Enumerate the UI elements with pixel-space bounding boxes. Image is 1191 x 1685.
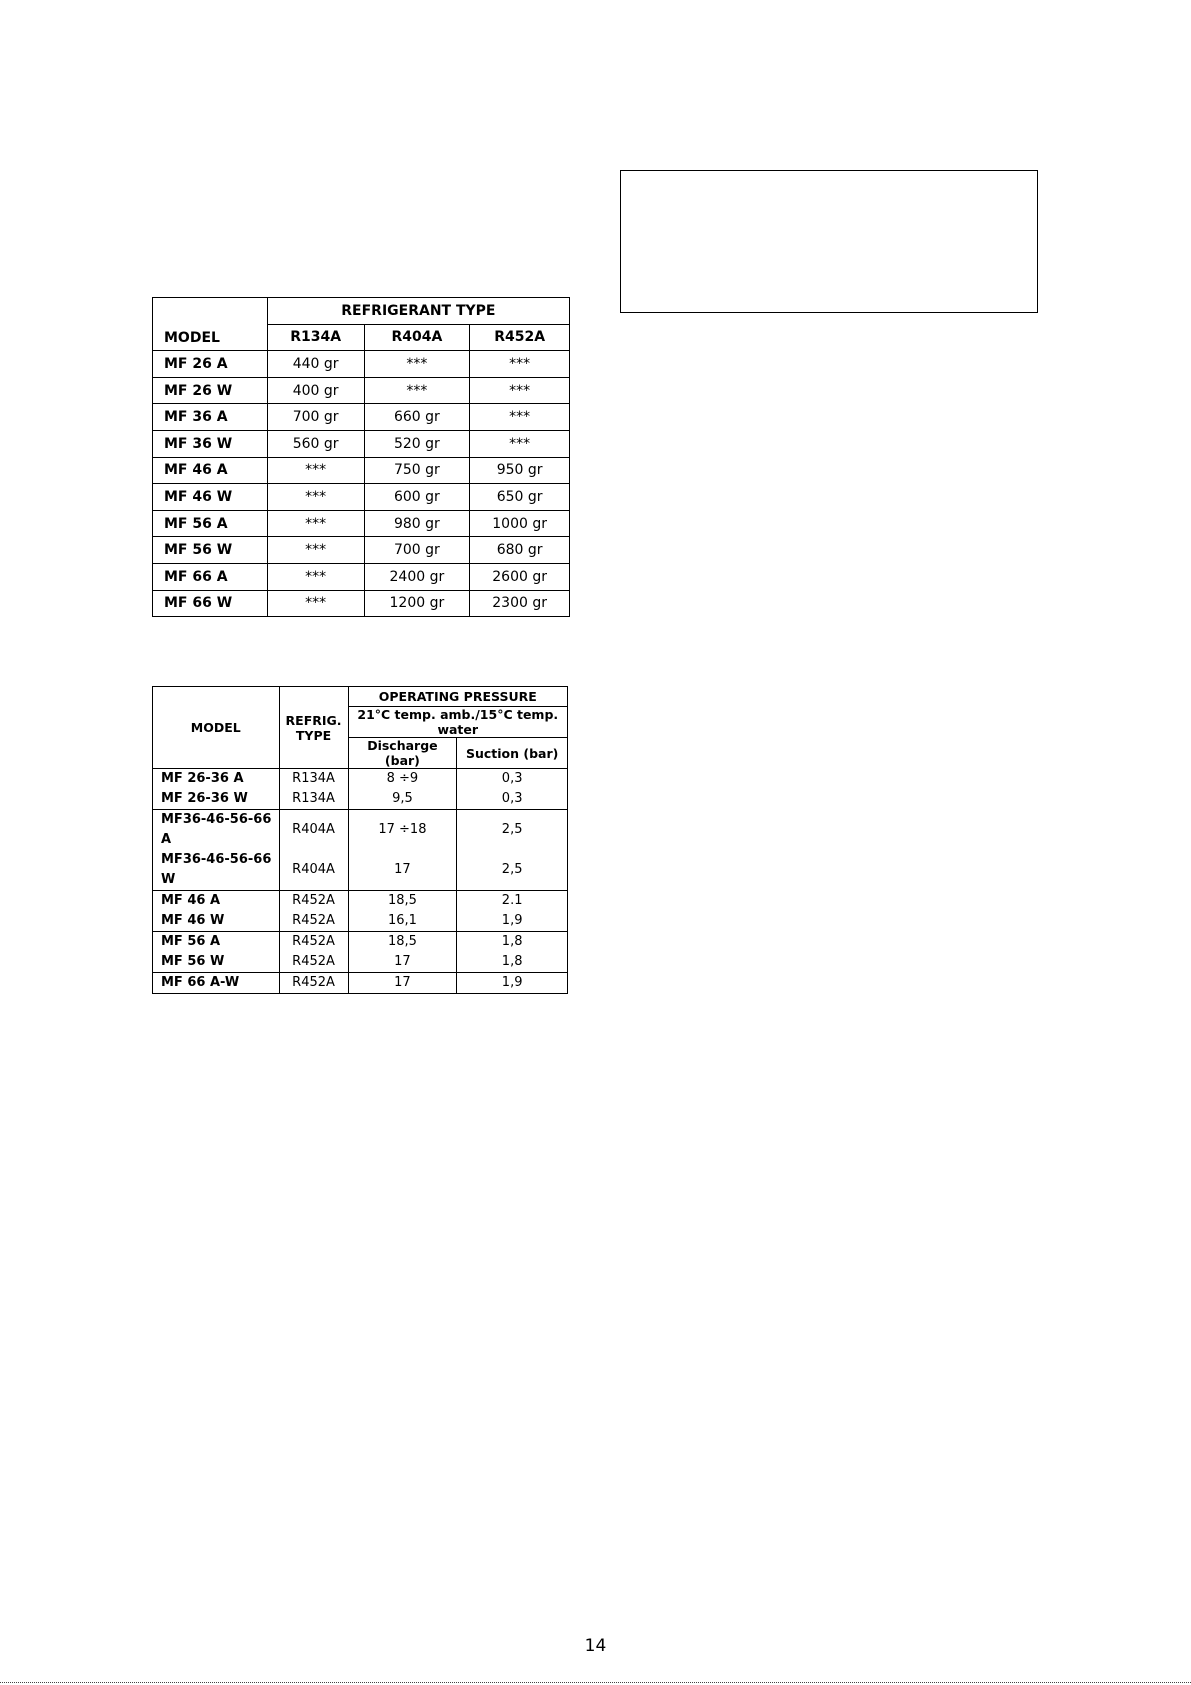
table-row [153,510,570,537]
suction-cell: 1,8 [457,932,568,953]
discharge-header: Discharge (bar) [348,738,457,769]
suction-cell: 0,3 [457,769,568,790]
charge-cell: *** [470,404,570,431]
refrig-cell: R452A [279,911,348,932]
charge-cell: 440 gr [267,351,364,378]
charge-cell: *** [267,457,364,484]
charge-cell: *** [267,590,364,617]
refrig-cell: R404A [279,810,348,851]
model-cell: MF 56 W [153,537,268,564]
table-row [153,973,568,994]
table-row [153,769,568,790]
charge-cell: 520 gr [364,430,470,457]
charge-cell: 2400 gr [364,563,470,590]
table-row [153,590,570,617]
table-row [153,377,570,404]
charge-cell: 600 gr [364,484,470,511]
model-cell: MF 26 W [153,377,268,404]
suction-cell: 1,9 [457,973,568,994]
table-row [153,789,568,810]
table-row [153,563,570,590]
table-row [153,404,570,431]
table-row [153,932,568,953]
charge-cell: 700 gr [267,404,364,431]
model-cell: MF 56 A [153,932,280,953]
charge-cell: 560 gr [267,430,364,457]
discharge-cell: 8 ÷9 [348,769,457,790]
discharge-cell: 16,1 [348,911,457,932]
model-cell: MF 46 W [153,911,280,932]
refrig-cell: R452A [279,952,348,973]
empty-note-box [620,170,1038,313]
model-cell: MF 46 A [153,457,268,484]
charge-cell: *** [470,351,570,378]
refrigerant-charge-table [152,297,570,617]
discharge-cell: 17 ÷18 [348,810,457,851]
operating-pressure-table [152,686,568,994]
charge-cell: *** [267,563,364,590]
table-row [153,457,570,484]
charge-cell: 980 gr [364,510,470,537]
model-cell: MF 36 A [153,404,268,431]
refrig-cell: R452A [279,973,348,994]
suction-cell: 2,5 [457,810,568,851]
refrigerant-type-header: REFRIGERANT TYPE [267,298,569,325]
charge-cell: 750 gr [364,457,470,484]
operating-pressure-header: OPERATING PRESSURE [348,687,567,707]
charge-cell: 1000 gr [470,510,570,537]
column-header-r134a: R134A [267,324,364,351]
page-bottom-line [0,1682,1191,1683]
model-cell: MF 56 W [153,952,280,973]
charge-cell: 650 gr [470,484,570,511]
suction-cell: 1,8 [457,952,568,973]
table-row [153,484,570,511]
table-row [153,810,568,851]
suction-header: Suction (bar) [457,738,568,769]
refrig-type-header: REFRIG. TYPE [279,687,348,769]
refrig-cell: R404A [279,850,348,891]
table-row [153,850,568,891]
charge-cell: 2600 gr [470,563,570,590]
refrig-cell: R134A [279,769,348,790]
condition-header: 21°C temp. amb./15°C temp. water [348,707,567,738]
model-cell: MF 26-36 A [153,769,280,790]
charge-cell: *** [267,510,364,537]
charge-cell: *** [267,537,364,564]
charge-cell: 1200 gr [364,590,470,617]
charge-cell: 680 gr [470,537,570,564]
refrig-cell: R452A [279,932,348,953]
model-header: MODEL [153,687,280,769]
model-cell: MF 26-36 W [153,789,280,810]
discharge-cell: 17 [348,952,457,973]
model-cell: MF 26 A [153,351,268,378]
model-cell: MF 66 A-W [153,973,280,994]
model-cell: MF 46 W [153,484,268,511]
discharge-cell: 9,5 [348,789,457,810]
charge-cell: *** [364,377,470,404]
discharge-cell: 17 [348,973,457,994]
charge-cell: 400 gr [267,377,364,404]
refrig-cell: R452A [279,891,348,912]
discharge-cell: 18,5 [348,891,457,912]
refrig-cell: R134A [279,789,348,810]
charge-cell: 2300 gr [470,590,570,617]
model-cell: MF 66 A [153,563,268,590]
table-row [153,891,568,912]
table-row [153,351,570,378]
model-cell: MF 36 W [153,430,268,457]
model-cell: MF36-46-56-66 A [153,810,280,851]
table-row [153,911,568,932]
charge-cell: 950 gr [470,457,570,484]
charge-cell: *** [267,484,364,511]
charge-cell: *** [470,430,570,457]
table-row [153,952,568,973]
table-row [153,537,570,564]
model-header: MODEL [153,298,268,351]
suction-cell: 2,5 [457,850,568,891]
page-number: 14 [584,1636,607,1656]
charge-cell: 660 gr [364,404,470,431]
charge-cell: 700 gr [364,537,470,564]
suction-cell: 0,3 [457,789,568,810]
column-header-r452a: R452A [470,324,570,351]
charge-cell: *** [364,351,470,378]
table-row [153,430,570,457]
discharge-cell: 17 [348,850,457,891]
model-cell: MF36-46-56-66 W [153,850,280,891]
model-cell: MF 46 A [153,891,280,912]
column-header-r404a: R404A [364,324,470,351]
charge-cell: *** [470,377,570,404]
model-cell: MF 66 W [153,590,268,617]
model-cell: MF 56 A [153,510,268,537]
suction-cell: 2.1 [457,891,568,912]
suction-cell: 1,9 [457,911,568,932]
discharge-cell: 18,5 [348,932,457,953]
